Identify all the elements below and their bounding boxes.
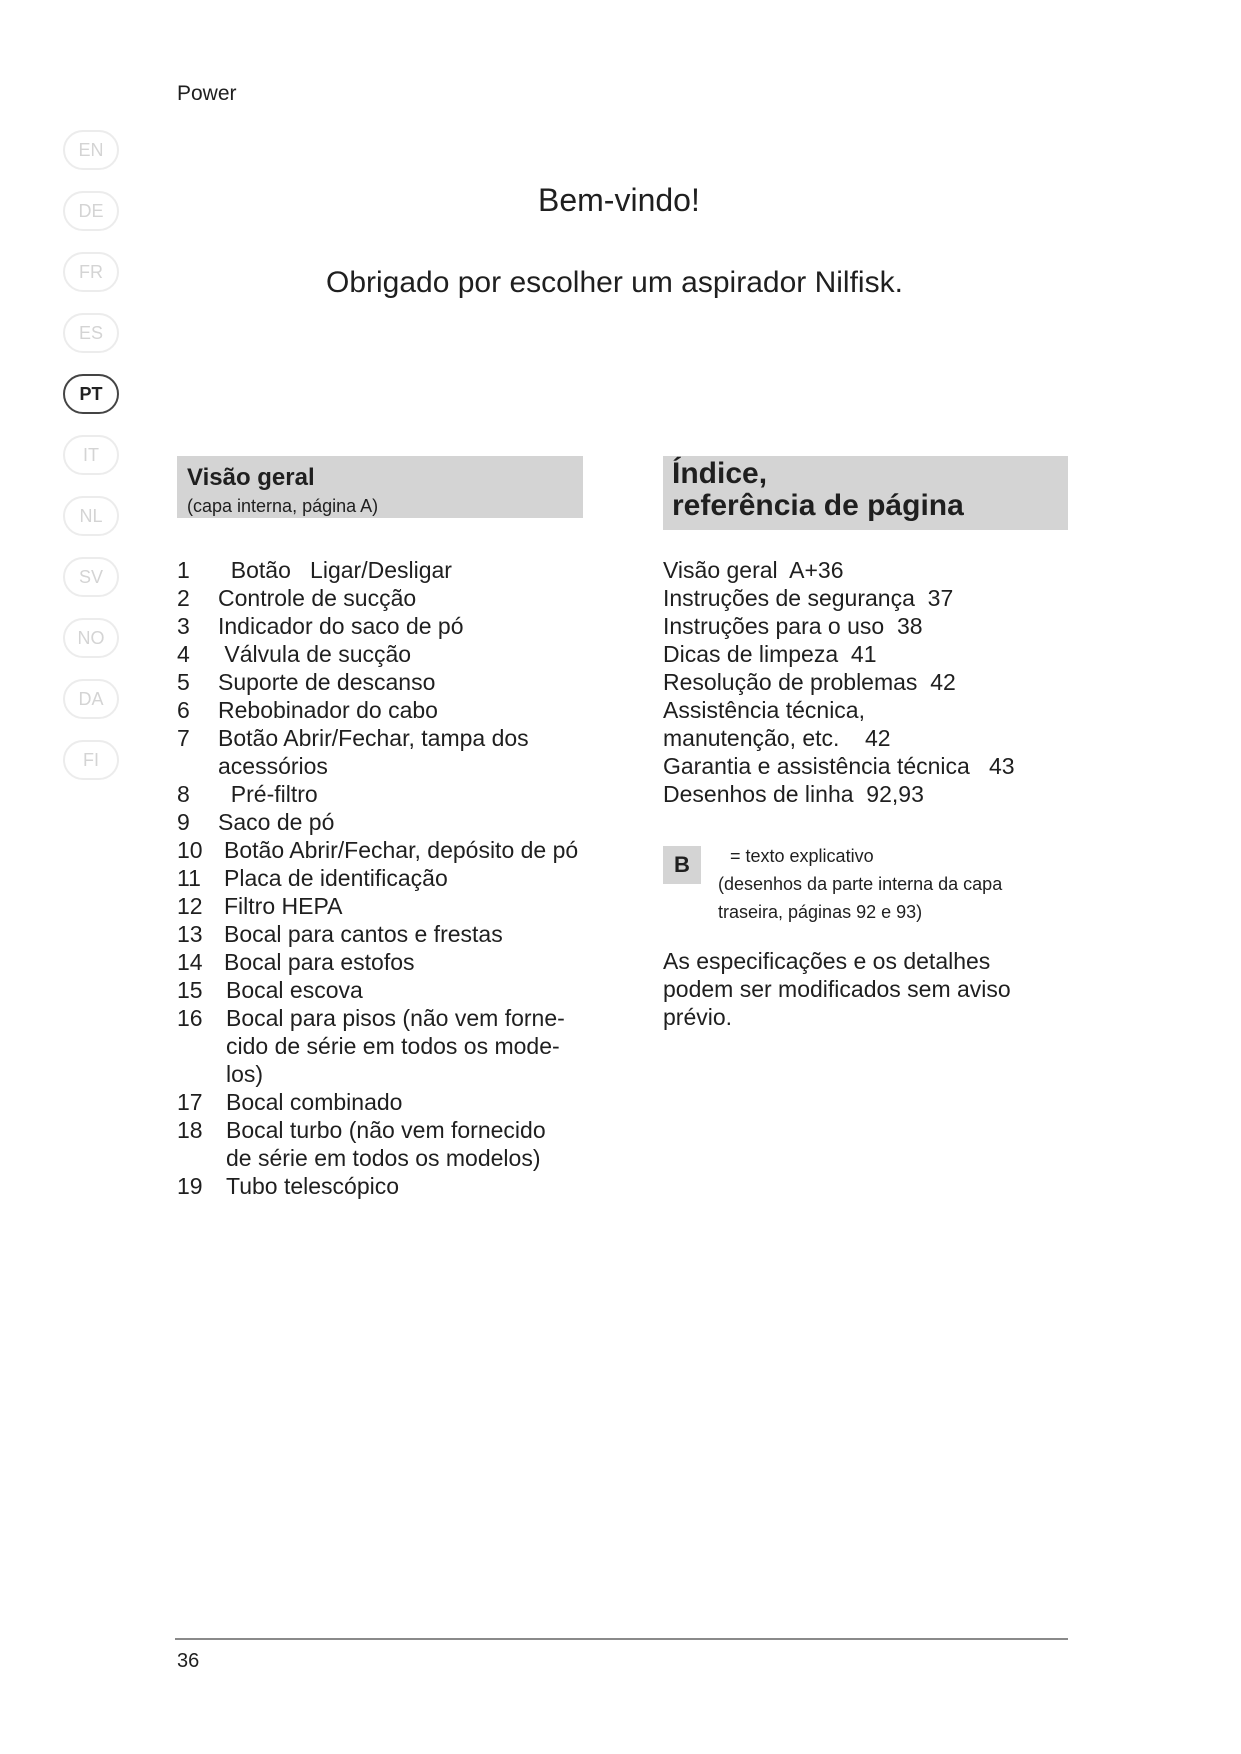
item-label: Botão Abrir/Fechar, depósito de pó [224, 837, 579, 863]
item-number: 14 [177, 949, 203, 975]
item-number: 19 [177, 1173, 203, 1199]
item-label: Bocal para pisos (não vem forne-cido de série em todos os mode-los) [226, 1005, 565, 1087]
page-number: 36 [177, 1650, 200, 1672]
item-number: 18 [177, 1117, 203, 1143]
lang-tab-en[interactable]: EN [63, 130, 119, 170]
item-number: 16 [177, 1005, 203, 1031]
item-number: 6 [177, 697, 190, 723]
lang-tab-da[interactable]: DA [63, 679, 119, 719]
lang-tab-nl[interactable]: NL [63, 496, 119, 536]
parts-list [177, 556, 617, 1200]
index-entry: Resolução de problemas 42 [663, 669, 956, 695]
item-number: 7 [177, 725, 190, 751]
item-number: 17 [177, 1089, 203, 1115]
item-label: Suporte de descanso [218, 669, 436, 695]
item-label: Saco de pó [218, 809, 335, 835]
item-number: 11 [177, 865, 201, 891]
lang-tab-no[interactable]: NO [63, 618, 119, 658]
index-entry: Desenhos de linha 92,93 [663, 781, 924, 807]
index-entry: Instruções de segurança 37 [663, 585, 954, 611]
lang-tab-fi[interactable]: FI [63, 740, 119, 780]
list-item [177, 1088, 617, 1116]
list-item [177, 1116, 617, 1172]
lang-tab-fr[interactable]: FR [63, 252, 119, 292]
list-item [177, 696, 617, 724]
item-number: 2 [177, 585, 190, 611]
item-number: 15 [177, 977, 203, 1003]
lang-tab-de[interactable]: DE [63, 191, 119, 231]
list-item [177, 836, 617, 864]
list-item [177, 1172, 617, 1200]
index-heading-line2: referência de página [672, 489, 964, 522]
list-item [177, 668, 617, 696]
overview-heading: Visão geral [187, 464, 315, 491]
list-item [177, 612, 617, 640]
list-item [177, 892, 617, 920]
item-label: Bocal turbo (não vem fornecido de série em todos os modelos) [226, 1117, 546, 1171]
index-entry: manutenção, etc. 42 [663, 725, 891, 751]
item-label: Pré-filtro [218, 781, 318, 807]
overview-subheading: (capa interna, página A) [187, 496, 379, 516]
index-entry: Garantia e assistência técnica 43 [663, 753, 1015, 779]
index-entry: Instruções para o uso 38 [663, 613, 923, 639]
list-item [177, 948, 617, 976]
index-entry: Assistência técnica, [663, 697, 865, 723]
lang-tab-es[interactable]: ES [63, 313, 119, 353]
language-tabs [63, 130, 125, 801]
welcome-title: Bem-vindo! [538, 182, 700, 218]
list-item [177, 1004, 617, 1088]
list-item [177, 584, 617, 612]
list-item [177, 724, 617, 780]
index-heading-line1: Índice, [672, 457, 768, 490]
legend-line-3: traseira, páginas 92 e 93) [718, 902, 923, 922]
index-entry: Visão geral A+36 [663, 557, 844, 583]
list-item [177, 920, 617, 948]
page-index-list [663, 556, 1083, 808]
list-item [177, 640, 617, 668]
product-name: Power [177, 82, 237, 105]
item-label: Botão Ligar/Desligar [218, 557, 452, 583]
item-number: 8 [177, 781, 190, 807]
item-label: Indicador do saco de pó [218, 613, 464, 639]
item-label: Bocal para cantos e frestas [224, 921, 503, 947]
legend-badge: B [663, 846, 701, 884]
item-number: 3 [177, 613, 190, 639]
item-label: Controle de sucção [218, 585, 417, 611]
item-label: Placa de identificação [224, 865, 448, 891]
item-label: Filtro HEPA [224, 893, 343, 919]
index-heading-box [663, 456, 1068, 530]
list-item [177, 976, 617, 1004]
list-item [177, 808, 617, 836]
welcome-subtitle: Obrigado por escolher um aspirador Nilfisk. [326, 266, 903, 299]
item-label: Bocal escova [226, 977, 363, 1003]
legend-line-1: = texto explicativo [730, 846, 874, 866]
item-number: 9 [177, 809, 190, 835]
lang-tab-it[interactable]: IT [63, 435, 119, 475]
specification-note: As especificações e os detalhes podem ser modificados sem aviso prévio. [663, 948, 1011, 1030]
lang-tab-pt[interactable]: PT [63, 374, 119, 414]
list-item [177, 556, 617, 584]
item-label: Rebobinador do cabo [218, 697, 438, 723]
item-number: 13 [177, 921, 203, 947]
legend-text [718, 842, 1002, 926]
item-number: 4 [177, 641, 190, 667]
footer-divider [175, 1638, 1068, 1640]
item-label: Bocal para estofos [224, 949, 415, 975]
index-entry: Dicas de limpeza 41 [663, 641, 877, 667]
item-label: Tubo telescópico [226, 1173, 400, 1199]
item-label: Bocal combinado [226, 1089, 403, 1115]
list-item [177, 780, 617, 808]
item-number: 5 [177, 669, 190, 695]
item-label: Válvula de sucção [218, 641, 412, 667]
item-number: 12 [177, 893, 203, 919]
lang-tab-sv[interactable]: SV [63, 557, 119, 597]
item-number: 1 [177, 557, 190, 583]
item-label: Botão Abrir/Fechar, tampa dos acessórios [218, 725, 529, 779]
overview-heading-box [177, 456, 583, 518]
list-item [177, 864, 617, 892]
legend-line-2: (desenhos da parte interna da capa [718, 874, 1003, 894]
item-number: 10 [177, 837, 203, 863]
